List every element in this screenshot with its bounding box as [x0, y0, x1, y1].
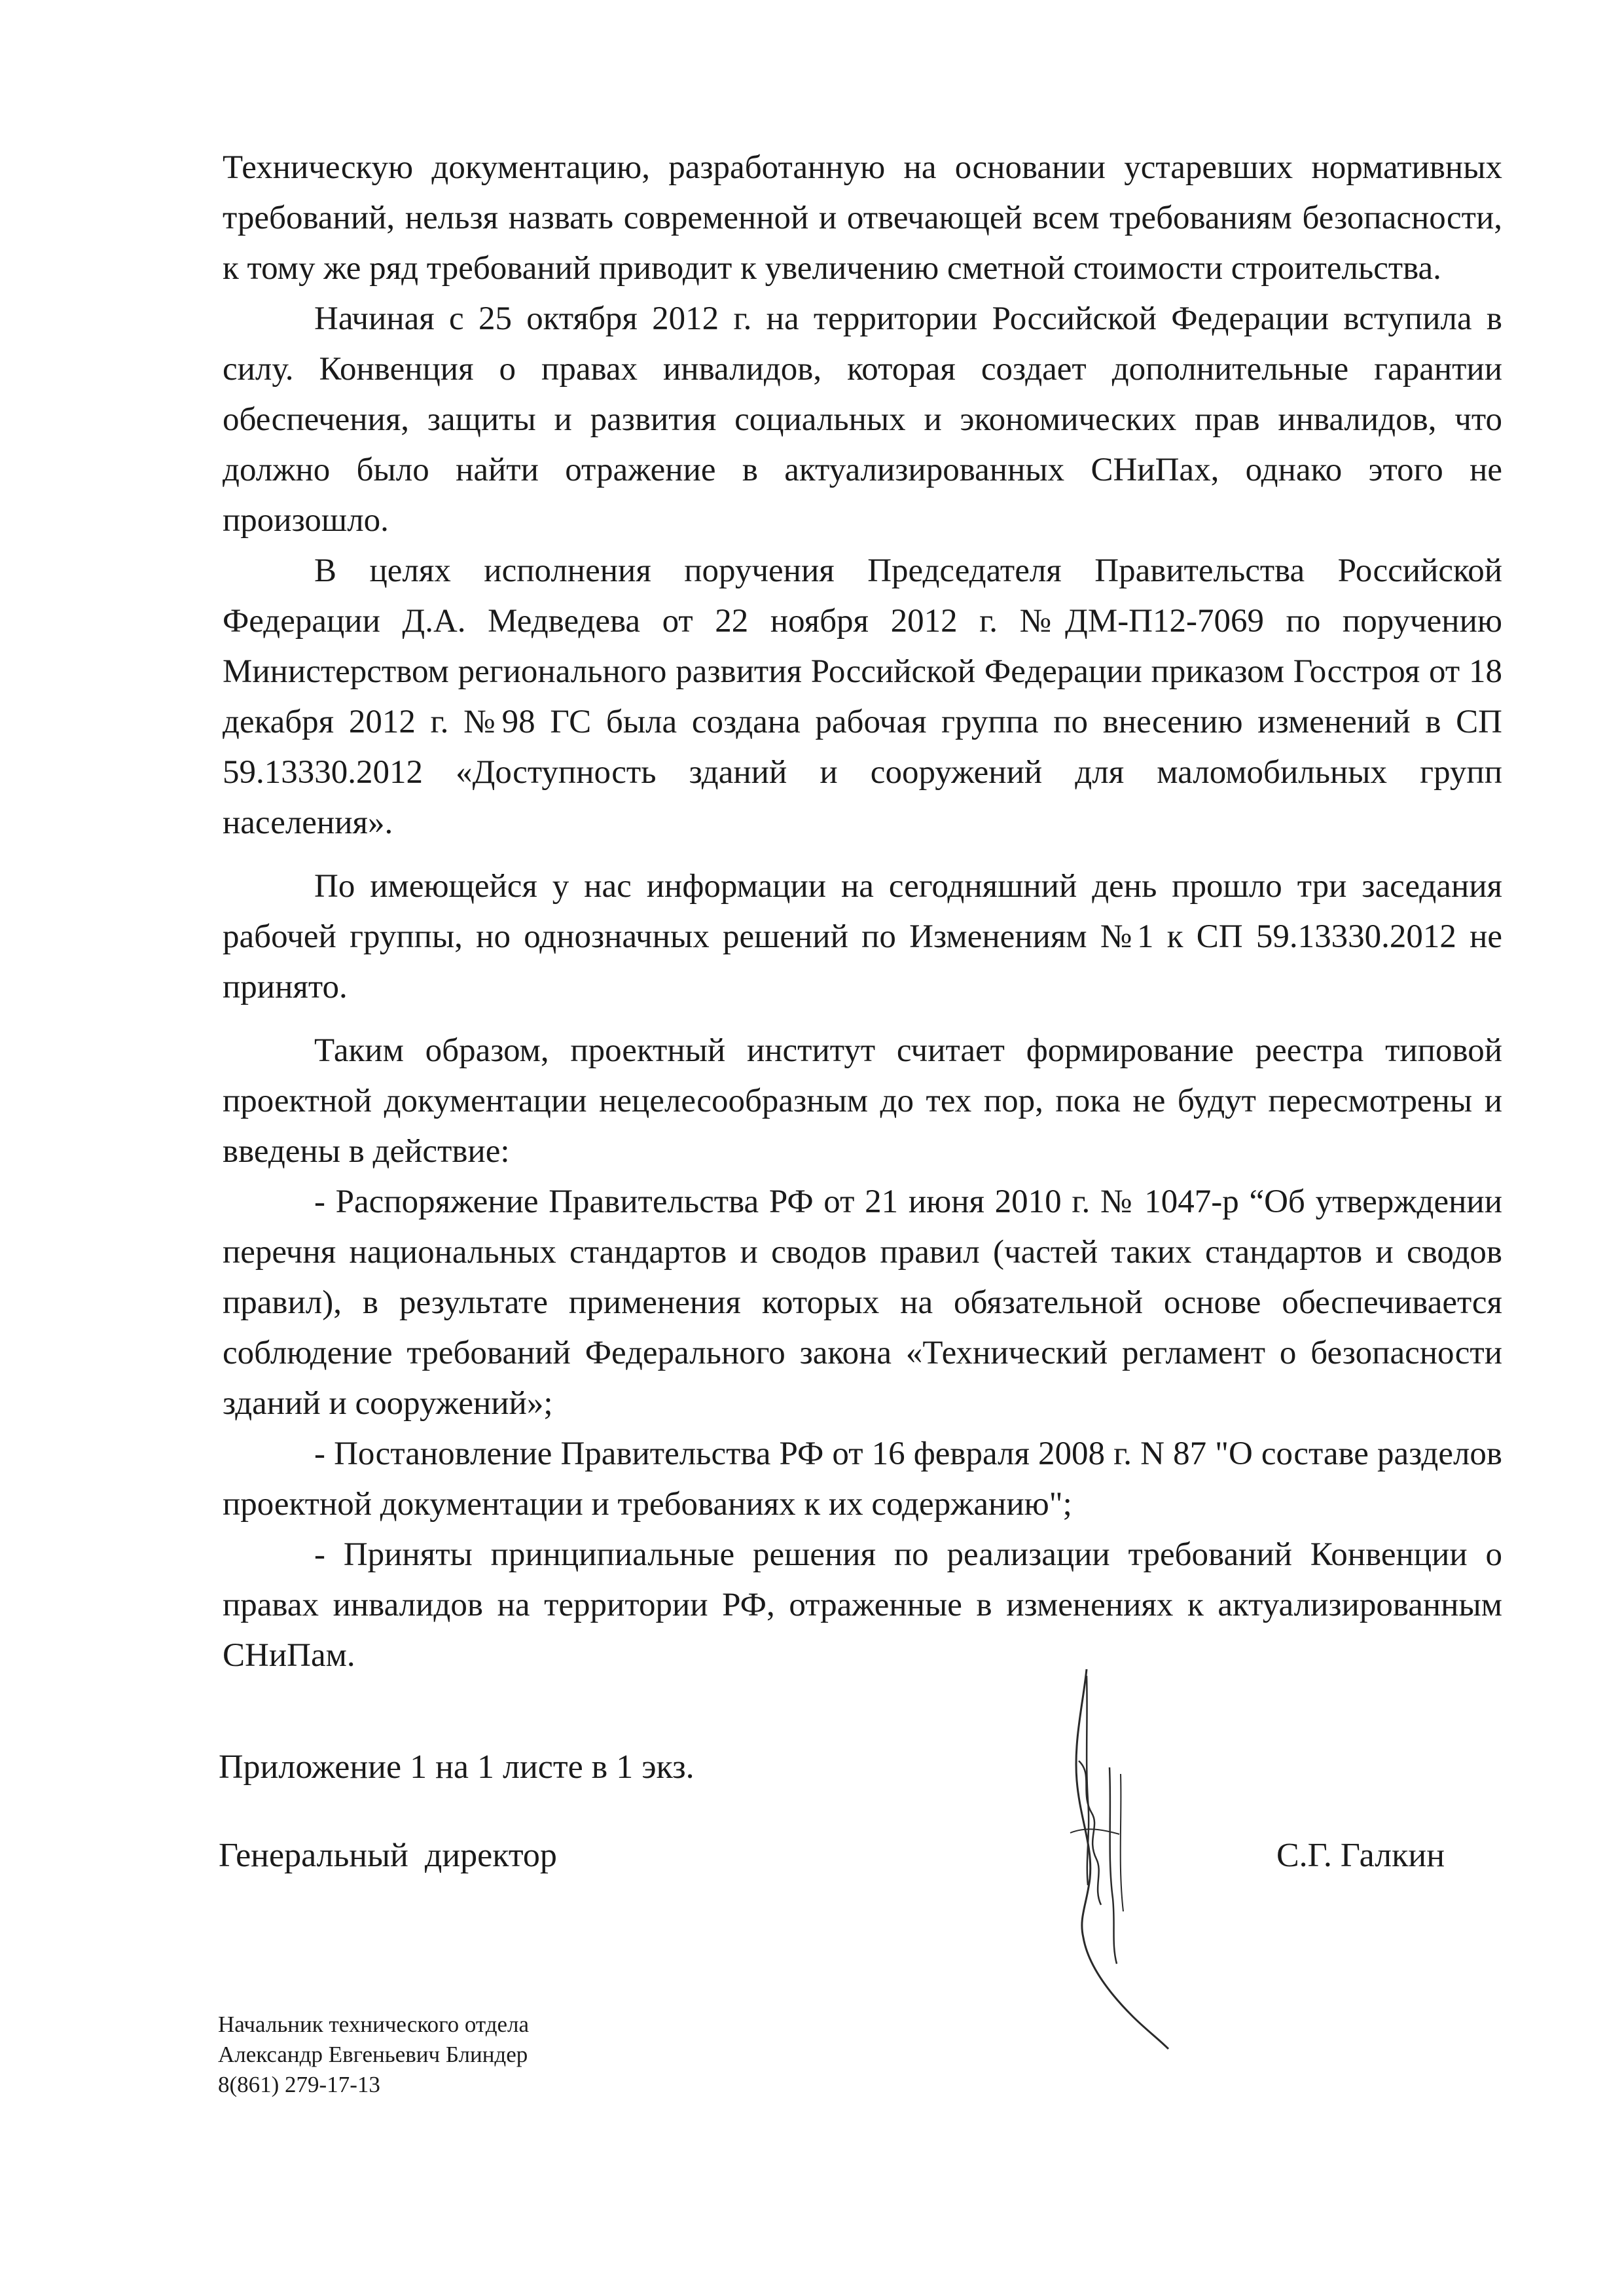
paragraph-conclusion: Таким образом, проектный институт считает формирование реестра типовой проектной документации нецелесообразным до тех пор, пока не будут пересмотрены и введены в действие: [223, 1032, 1502, 1170]
signer-position: Генеральный директор [219, 1837, 557, 1874]
paragraph-working-group: В целях исполнения поручения Председателя Правительства Российской Федерации Д.А. Медведева от 22 ноября 2012 г. №ДМ-П12-7069 по поручению Министерством регионального развития Российской Федерации приказом Госстроя от 18 декабря 2012 г. №98 ГС была создана рабочая группа по внесению изменений в СП 59.13330.2012 «Доступность зданий и сооружений для маломобильных групп населения». [223, 552, 1502, 841]
list-item-resolution-87: - Постановление Правительства РФ от 16 февраля 2008 г. N 87 "О составе разделов проектной документации и требованиях к их содержанию"; [223, 1436, 1502, 1523]
handwritten-signature [1047, 1663, 1218, 2055]
list-item-convention-decisions: - Приняты принципиальные решения по реализации требований Конвенции о правах инвалидов на территории РФ, отраженные в изменениях к актуализированным СНиПам. [223, 1536, 1502, 1674]
list-item-order-1047: - Распоряжение Правительства РФ от 21 июня 2010 г. № 1047-р “Об утверждении перечня национальных стандартов и сводов правил (частей таких стандартов и сводов правил), в результате применения которых на обязательной основе обеспечивается соблюдение требований Федерального закона «Технический регламент о безопасности зданий и сооружений»; [223, 1184, 1502, 1422]
attachment-note: Приложение 1 на 1 листе в 1 экз. [219, 1748, 695, 1786]
contact-name: Александр Евгеньевич Блиндер [218, 2042, 528, 2067]
paragraph-meetings: По имеющейся у нас информации на сегодняшний день прошло три заседания рабочей группы, но однозначных решений по Изменениям №1 к СП 59.13330.2012 не принято. [223, 868, 1502, 1005]
paragraph-convention: Начиная с 25 октября 2012 г. на территории Российской Федерации вступила в силу. Конвенция о правах инвалидов, которая создает дополнительные гарантии обеспечения, защиты и развития социальных и экономических прав инвалидов, что должно было найти отражение в актуализированных СНиПах, однако этого не произошло. [223, 300, 1502, 539]
signer-name: С.Г. Галкин [1276, 1837, 1445, 1874]
contact-role: Начальник технического отдела [218, 2012, 530, 2037]
contact-phone: 8(861) 279-17-13 [218, 2072, 380, 2097]
letter-body [223, 143, 1502, 1681]
paragraph-technical-documentation: Техническую документацию, разработанную на основании устаревших нормативных требований, нельзя назвать современной и отвечающей всем требованиям безопасности, к тому же ряд требований приводит к увеличению сметной стоимости строительства. [223, 149, 1502, 287]
contact-block [218, 2010, 529, 2100]
